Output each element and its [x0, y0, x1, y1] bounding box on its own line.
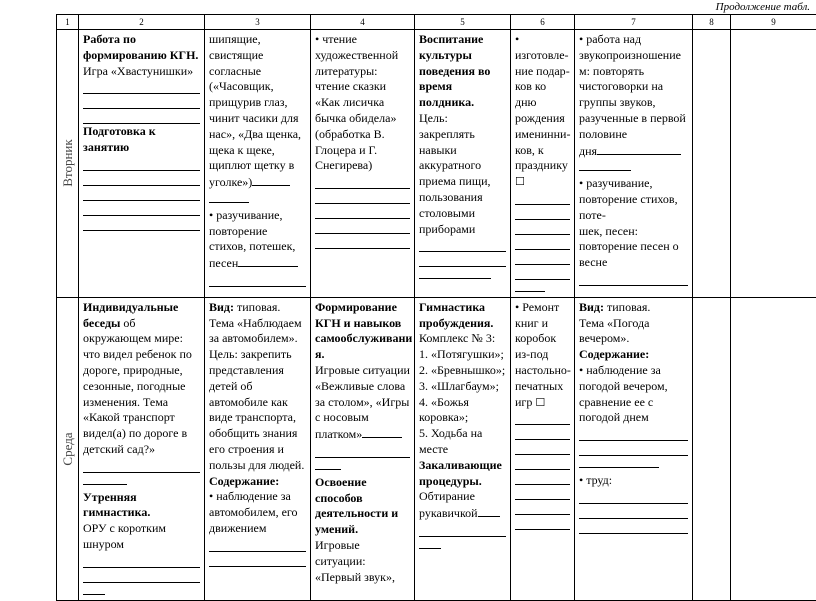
weather-bullet: • наблюдение за погодой вечером, сравнение ее с погодой днем: [579, 363, 688, 426]
header-col-8: 8: [693, 15, 731, 30]
songs-label: песен: [209, 256, 238, 270]
header-col-6: 6: [511, 15, 575, 30]
tuesday-col7: [575, 30, 693, 298]
day-word: дня: [579, 144, 597, 158]
wednesday-col9: [731, 297, 816, 600]
prep-title: Подготовка к занятию: [83, 124, 200, 156]
exercise-item: 3. «Шлагбаум»;: [419, 379, 506, 395]
fairy-tale: «Как лисичка бычка обидела» (обработка В. Глоцера и Г. Снегирева): [315, 95, 410, 174]
header-col-3: 3: [205, 15, 311, 30]
gym-title: Утренняя гимнастика.: [83, 490, 200, 522]
talks-block: Индивидуальные беседы об окружающем мире: что видел ребенок по дороге, природные, сезонные, погодные изменения. Тема «Какой транспорт видел(а) по дороге в детский сад?»: [83, 300, 200, 458]
wednesday-col3: [205, 297, 311, 600]
header-row: [57, 15, 816, 30]
content-title: Содержание:: [209, 474, 306, 490]
exercise-item: 1. «Потягушки»;: [419, 347, 506, 363]
continuation-note: Продолжение табл.: [716, 1, 810, 13]
hardening-title: Закаливающие процедуры.: [419, 458, 506, 490]
speech-bullet: • работа над звукопроизношение м: повторять чистоговорки на группы звуков, разученные в первой половине: [579, 32, 688, 143]
hardening-text: Обтирание рукавичкой: [419, 489, 478, 520]
header-col-7: 7: [575, 15, 693, 30]
header-col-4: 4: [311, 15, 415, 30]
wednesday-col2: [79, 297, 205, 600]
tuesday-col8: [693, 30, 731, 298]
wednesday-col6: [511, 297, 575, 600]
wakeup-title: Гимнастика пробуждения.: [419, 300, 506, 332]
tuesday-col9: [731, 30, 816, 298]
exercise-item: 2. «Бревнышко»;: [419, 363, 506, 379]
tuesday-col3-bullet: • разучивание, повторение стихов, потешек,: [209, 208, 306, 255]
kgn-title: Работа по формированию КГН.: [83, 32, 200, 64]
tongue-twisters: шипящие, свистящие согласные («Часовщик, прищурив глаз, чинит часики для нас», «Два щенка, щека к щеке, щиплют щетку в уголке»): [209, 32, 301, 189]
exercise-item: 4. «Божья коровка»;: [419, 395, 506, 427]
day-label-tuesday: Вторник: [57, 30, 79, 298]
culture-text: Цель: закреплять навыки аккуратного приема пищи, пользования столовыми приборами: [419, 111, 506, 237]
wednesday-col8: [693, 297, 731, 600]
game-name: Игра «Хвастунишки»: [83, 64, 200, 80]
wednesday-col4: [311, 297, 415, 600]
header-col-5: 5: [415, 15, 511, 30]
tuesday-col2: [79, 30, 205, 298]
walk-type: Вид: типовая.: [209, 300, 306, 316]
row-tuesday: [57, 30, 816, 298]
tuesday-col4: [311, 30, 415, 298]
row-wednesday: [57, 297, 816, 600]
car-bullet: • наблюдение за автомобилем, его движением: [209, 489, 306, 536]
header-col-2: 2: [79, 15, 205, 30]
culture-title: Воспитание культуры поведения во время полдника.: [419, 32, 506, 111]
tuesday-col5: [415, 30, 511, 298]
reading-bullet: • чтение художественной литературы: чтение сказки: [315, 32, 410, 95]
evening-walk-type: Вид: типовая.: [579, 300, 688, 316]
poems-tail: шек, песен: повторение песен о весне: [579, 224, 688, 271]
exercise-item: 5. Ходьба на месте: [419, 426, 506, 458]
gym-text: ОРУ с коротким шнуром: [83, 521, 200, 553]
walk-theme: Тема «Наблюдаем за автомобилем». Цель: закрепить представления детей об автомобиле как виде транспорта, обобщить знания его строения и пользы для людей.: [209, 316, 306, 474]
poems-bullet: • разучивание, повторение стихов, поте-: [579, 176, 688, 223]
repair-bullet: • Ремонт книг и коробок из-под настольно-печатных игр ☐: [515, 300, 570, 411]
selfcare-text: Игровые ситуации «Вежливые слова за столом», «Игры с носовым платком»: [315, 363, 410, 441]
skills-text: Игровые ситуации: «Первый звук»,: [315, 538, 410, 585]
skills-title: Освоение способов деятельности и умений.: [315, 475, 410, 538]
plan-table: [56, 14, 816, 601]
wednesday-col7: [575, 297, 693, 600]
header-col-9: 9: [731, 15, 816, 30]
selfcare-title: Формирование КГН и навыков самообслуживани я.: [315, 300, 410, 363]
gifts-bullet: • изготовление подарков ко дню рождения именинников, к празднику ☐: [515, 32, 570, 190]
complex-label: Комплекс № 3:: [419, 331, 506, 347]
evening-walk-theme: Тема «Погода вечером».: [579, 316, 688, 348]
labor-bullet: • труд:: [579, 473, 688, 489]
tuesday-col6: [511, 30, 575, 298]
tuesday-col3: [205, 30, 311, 298]
header-col-1: 1: [57, 15, 79, 30]
day-label-wednesday: Среда: [57, 297, 79, 600]
wednesday-col5: [415, 297, 511, 600]
evening-content-title: Содержание:: [579, 347, 688, 363]
